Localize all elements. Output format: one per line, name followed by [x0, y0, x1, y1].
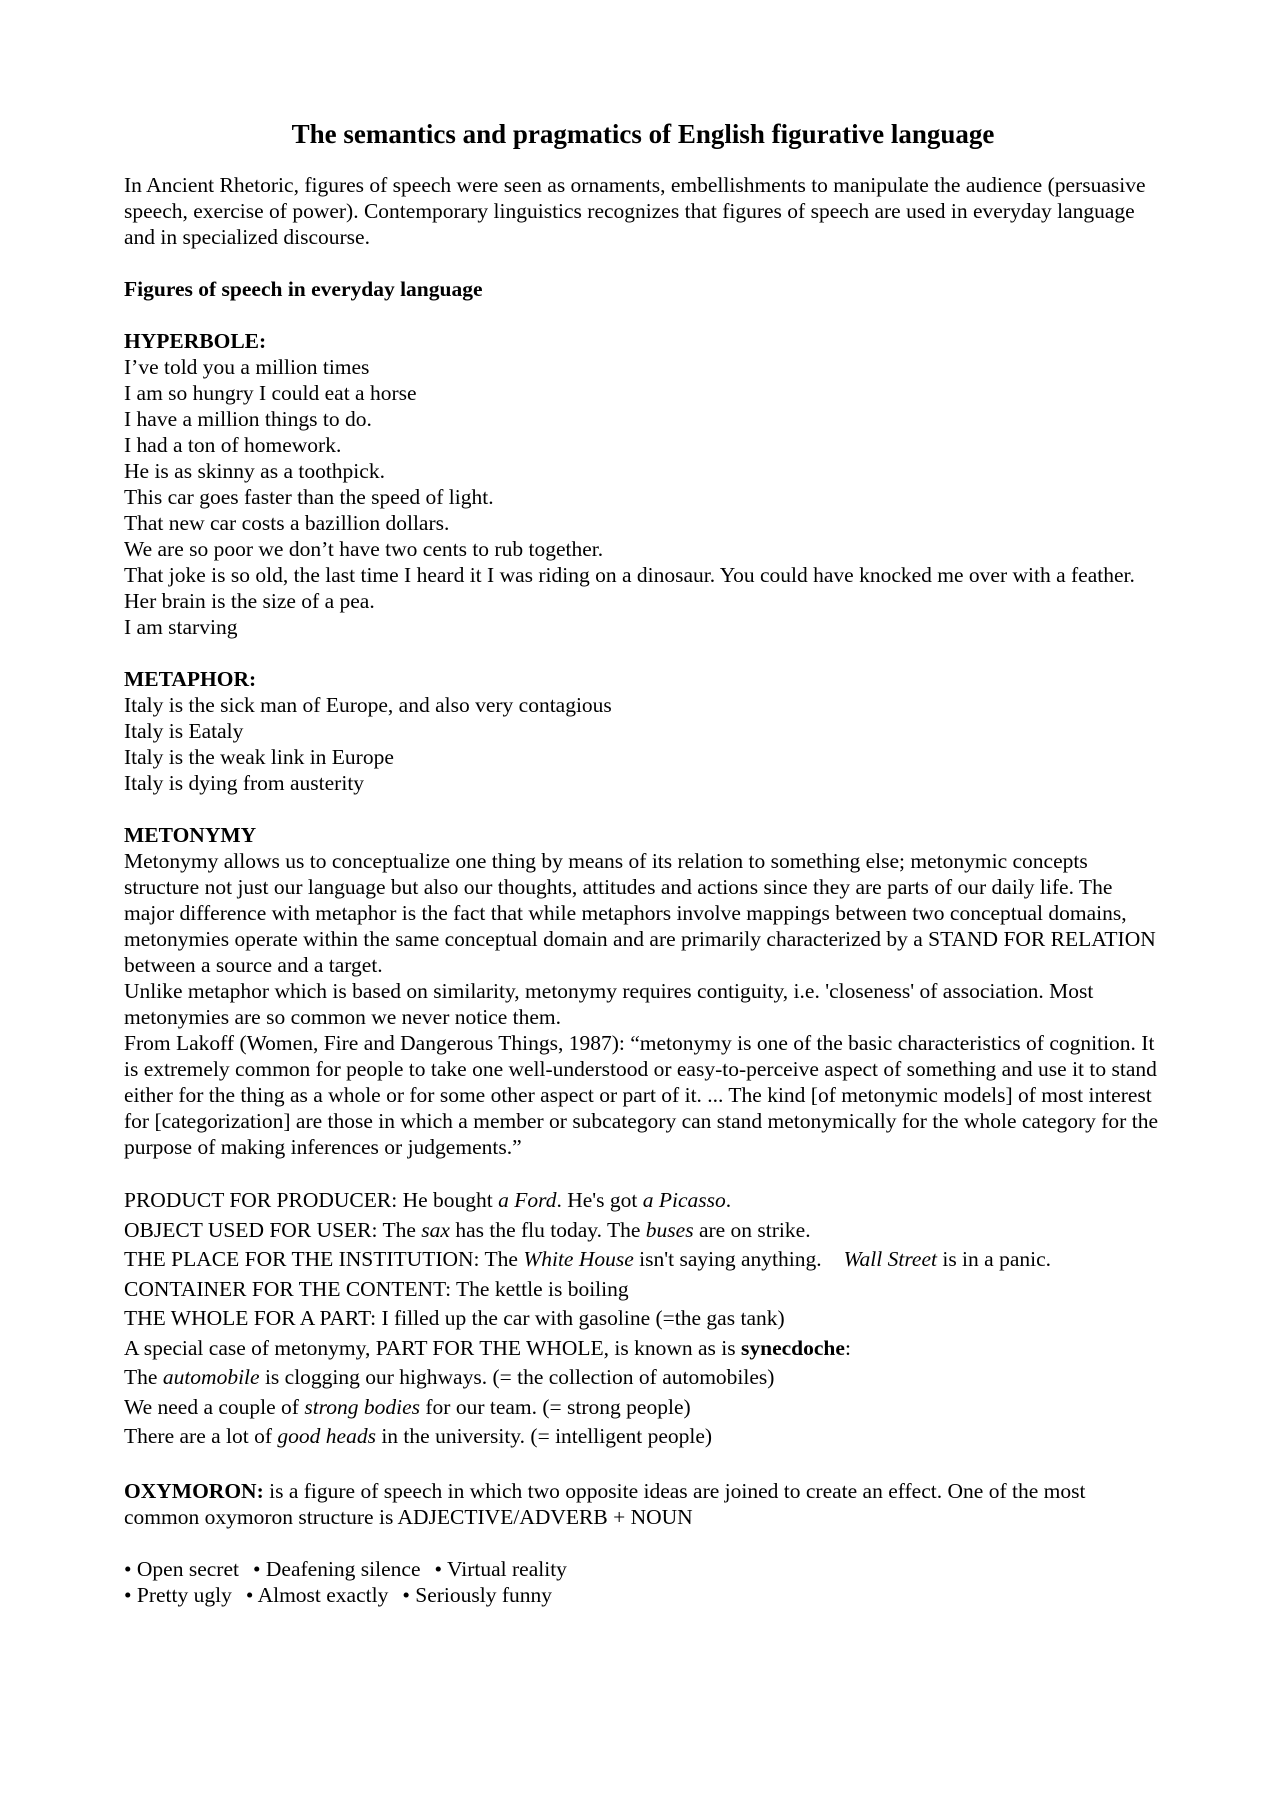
example-text: . — [725, 1188, 732, 1212]
example-emphasis: automobile — [162, 1365, 260, 1389]
list-item: • Virtual reality — [434, 1556, 567, 1581]
example-text: has the flu today. The — [449, 1217, 646, 1242]
example-text: . He's got — [556, 1188, 643, 1212]
oxymoron-text: is a figure of speech in which two opposite ideas are joined to create an effect. One of the most common oxymoron structure is ADJECTIVE/ADVERB + NOUN — [124, 1478, 1086, 1529]
example-text: OBJECT USED FOR USER: The — [124, 1217, 422, 1242]
metonymy-paragraph-1: Metonymy allows us to conceptualize one thing by means of its relation to something else; metonymic concepts structure not just our language but also our thoughts, attitudes and actions since they are parts of our daily life. The major difference with metaphor is the fact that while metaphors involve mappings between two conceptual domains, metonymies operate within the same conceptual domain and are primarily characterized by a STAND FOR RELATION between a source and a target. — [124, 849, 1156, 977]
metonymy-section — [124, 822, 1162, 1160]
example-text: There are a lot of — [124, 1424, 278, 1448]
example-place-for-institution — [124, 1245, 1162, 1275]
list-item: • Almost exactly — [245, 1582, 389, 1607]
example-emphasis: White House — [523, 1247, 634, 1271]
metaphor-line: Italy is dying from austerity — [124, 771, 365, 795]
hyperbole-line: He is as skinny as a toothpick. — [124, 459, 385, 483]
intro-paragraph: In Ancient Rhetoric, figures of speech were seen as ornaments, embellishments to manipulate the audience (persuasive speech, exercise of power). Contemporary linguistics recognizes that figures of speech are used in everyday language and in specialized discourse. — [124, 173, 1146, 249]
page-title: The semantics and pragmatics of English figurative language — [291, 119, 995, 149]
hyperbole-line: I had a ton of homework. — [124, 433, 342, 457]
hyperbole-line: We are so poor we don’t have two cents to rub together. — [124, 537, 604, 561]
example-text: THE PLACE FOR THE INSTITUTION: The — [124, 1247, 524, 1271]
example-strong-bodies — [124, 1393, 1162, 1423]
example-bold-term: synecdoche — [741, 1335, 845, 1360]
example-text: for our team. (= strong people) — [420, 1394, 691, 1419]
example-text: isn't saying anything. — [633, 1247, 822, 1271]
metaphor-heading: METAPHOR: — [124, 667, 257, 691]
oxymoron-row — [124, 1556, 1162, 1582]
example-text: in the university. (= intelligent people) — [375, 1424, 713, 1448]
metaphor-section — [124, 666, 1162, 796]
hyperbole-line: That new car costs a bazillion dollars. — [124, 511, 450, 535]
metonymy-paragraph-3: From Lakoff (Women, Fire and Dangerous Things, 1987): “metonymy is one of the basic characteristics of cognition. It is extremely common for people to take one well-understood or easy-to-perceive aspect of something and use it to stand either for the thing as a whole or for some other aspect or part of it. ... The kind [of metonymic models] of most interest for [categorization] are those in which a member or subcategory can stand metonymically for the whole category for the purpose of making inferences or judgements.” — [124, 1031, 1158, 1159]
example-text: We need a couple of — [124, 1394, 305, 1419]
example-good-heads — [124, 1422, 1162, 1452]
list-item: • Pretty ugly — [124, 1582, 232, 1607]
example-whole-for-part: THE WHOLE FOR A PART: I filled up the car with gasoline (=the gas tank) — [124, 1306, 785, 1330]
example-text: A special case of metonymy, PART FOR THE WHOLE, is known as is — [124, 1335, 742, 1360]
example-text: PRODUCT FOR PRODUCER: He bought — [124, 1188, 499, 1212]
example-emphasis: strong bodies — [304, 1394, 421, 1419]
metaphor-line: Italy is Eataly — [124, 719, 244, 743]
hyperbole-line: That joke is so old, the last time I heard it I was riding on a dinosaur. You could have knocked me over with a feather. — [124, 563, 1135, 587]
example-emphasis: buses — [645, 1217, 694, 1242]
oxymoron-examples — [124, 1556, 1162, 1608]
example-emphasis: good heads — [277, 1424, 376, 1448]
example-emphasis: Wall Street — [843, 1247, 937, 1271]
example-emphasis: sax — [421, 1217, 450, 1242]
hyperbole-line: I’ve told you a million times — [124, 355, 370, 379]
oxymoron-heading: OXYMORON: — [124, 1478, 264, 1503]
example-emphasis: a Picasso — [642, 1188, 726, 1212]
example-text: : — [844, 1335, 851, 1360]
example-text: is in a panic. — [936, 1247, 1052, 1271]
hyperbole-line: Her brain is the size of a pea. — [124, 589, 375, 613]
hyperbole-section — [124, 328, 1162, 640]
hyperbole-heading: HYPERBOLE: — [124, 329, 267, 353]
metonymy-paragraph-2: Unlike metaphor which is based on similarity, metonymy requires contiguity, i.e. 'closeness' of association. Most metonymies are so common we never notice them. — [124, 979, 1094, 1029]
oxymoron-paragraph — [124, 1478, 1162, 1530]
list-item: • Open secret — [124, 1556, 239, 1581]
metaphor-line: Italy is the weak link in Europe — [124, 745, 394, 769]
example-container-for-content: CONTAINER FOR THE CONTENT: The kettle is boiling — [124, 1276, 629, 1301]
example-product-for-producer — [124, 1186, 1162, 1216]
section-subheading: Figures of speech in everyday language — [124, 277, 483, 301]
example-automobile — [124, 1363, 1162, 1393]
metonymy-examples — [124, 1186, 1162, 1452]
metonymy-heading: METONYMY — [124, 823, 257, 847]
hyperbole-line: This car goes faster than the speed of light. — [124, 485, 494, 509]
example-object-used-for-user — [124, 1216, 1162, 1246]
example-text: The — [124, 1365, 163, 1389]
example-emphasis: a Ford — [498, 1188, 557, 1212]
list-item: • Deafening silence — [252, 1556, 421, 1581]
hyperbole-line: I have a million things to do. — [124, 407, 372, 431]
list-item: • Seriously funny — [402, 1582, 553, 1607]
hyperbole-line: I am starving — [124, 615, 238, 639]
oxymoron-row — [124, 1582, 1162, 1608]
example-text: is clogging our highways. (= the collection of automobiles) — [259, 1365, 775, 1389]
hyperbole-line: I am so hungry I could eat a horse — [124, 381, 417, 405]
metaphor-line: Italy is the sick man of Europe, and also very contagious — [124, 693, 612, 717]
example-synecdoche-intro — [124, 1334, 1162, 1364]
example-text: are on strike. — [693, 1217, 811, 1242]
